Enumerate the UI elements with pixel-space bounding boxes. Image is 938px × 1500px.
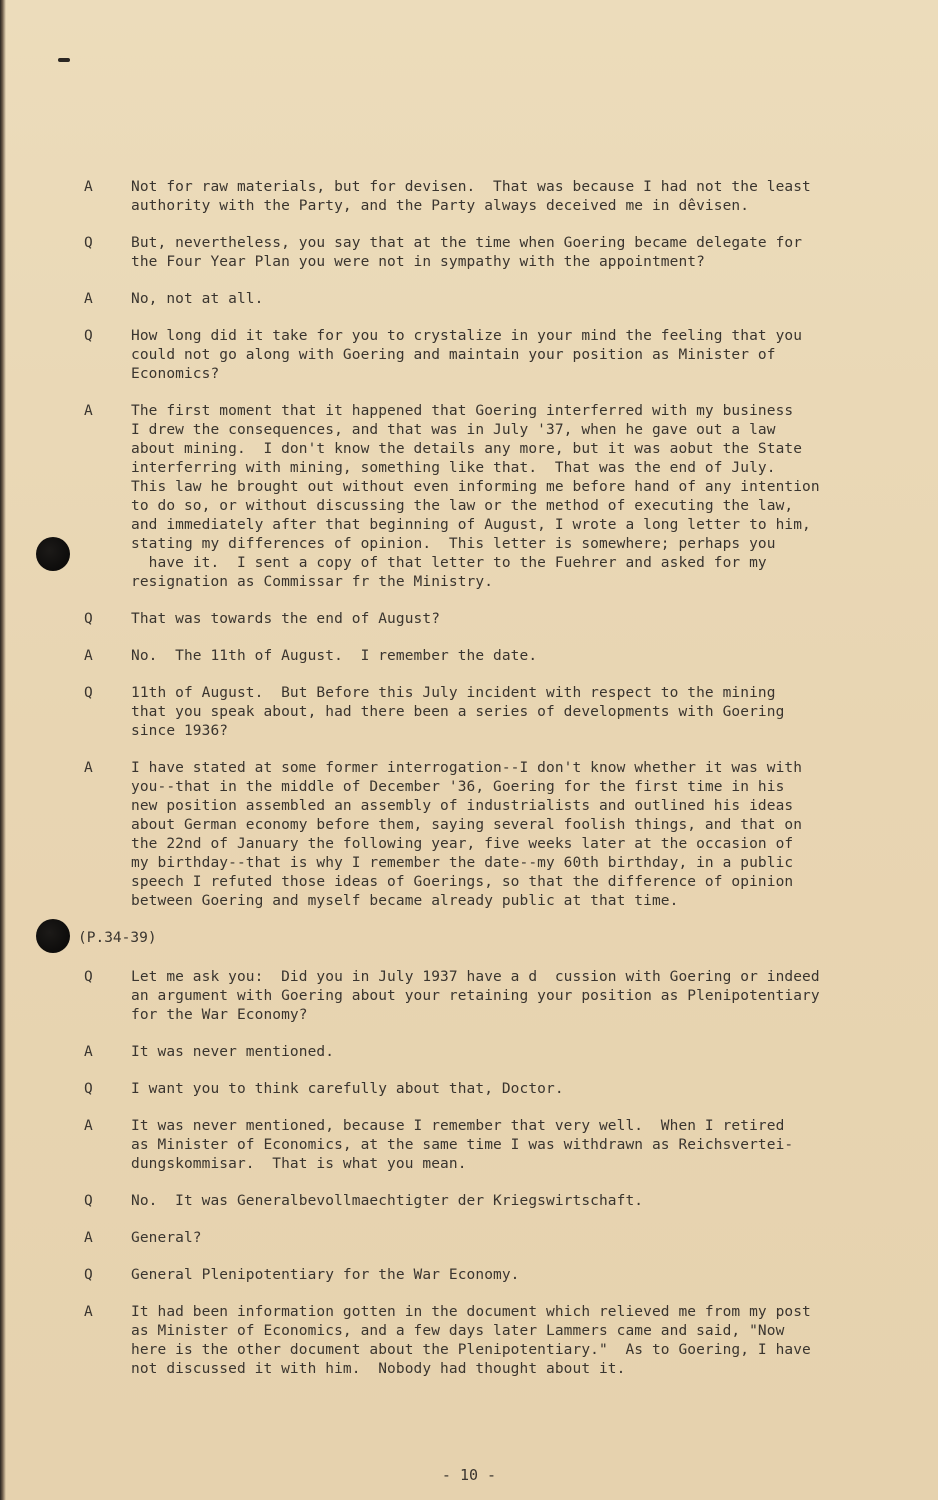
qa-entry [78, 647, 886, 666]
speaker-label: Q [84, 328, 93, 344]
qa-entry [78, 327, 886, 384]
speaker-label: A [84, 760, 93, 776]
speaker-label: Q [84, 1267, 93, 1283]
qa-entry [78, 1303, 886, 1379]
speaker-label: Q [84, 1193, 93, 1209]
speaker-label: A [84, 403, 93, 419]
qa-entry [78, 1229, 886, 1248]
speaker-label: A [84, 1304, 93, 1320]
qa-text: It was never mentioned, because I remember that very well. When I retired as Minister of Economics, at the same time I was withdrawn as Reichsvertei- dungskommisar. That is what you mean. [131, 1118, 794, 1172]
qa-entry [78, 234, 886, 272]
qa-text: The first moment that it happened that Goering interferred with my business I drew the consequences, and that was in July '37, when he gave out a law about mining. I don't know the details any more, but it was aobut the State interferring with mining, something like that. That was the end of July. This law he brought out without even informing me before hand of any intention to do so, or without discussing the law or the method of executing the law, and immediately after that beginning of August, I wrote a long letter to him, stating my differences of opinion. This letter is somewhere; perhaps you have it. I sent a copy of that letter to the Fuehrer and asked for my resignation as Commissar fr the Ministry. [131, 403, 820, 590]
qa-text: No, not at all. [131, 291, 264, 307]
qa-text: No. It was Generalbevollmaechtigter der Kriegswirtschaft. [131, 1193, 644, 1209]
qa-text: It was never mentioned. [131, 1044, 335, 1060]
speaker-label: A [84, 179, 93, 195]
qa-entry [78, 1192, 886, 1211]
ink-mark [58, 58, 70, 62]
qa-text: Not for raw materials, but for devisen. That was because I had not the least authority with the Party, and the Party always deceived me in dêvisen. [131, 179, 811, 214]
qa-entry [78, 402, 886, 592]
speaker-label: A [84, 291, 93, 307]
qa-text: No. The 11th of August. I remember the date. [131, 648, 538, 664]
qa-text: I have stated at some former interrogation--I don't know whether it was with you--that in the middle of December '36, Goering for the first time in his new position assembled an assembly of industrialists and outlined his ideas about German economy before them, saying several foolish things, and that on the 22nd of January the following year, five weeks later at the occasion of my birthday--that is why I remember the date--my 60th birthday, in a public speech I refuted those ideas of Goerings, so that the difference of opinion between Goering and myself became already public at that time. [131, 760, 803, 909]
speaker-label: Q [84, 685, 93, 701]
transcript-section-2 [78, 968, 886, 1379]
speaker-label: A [84, 1230, 93, 1246]
qa-text: General Plenipotentiary for the War Economy. [131, 1267, 520, 1283]
speaker-label: Q [84, 235, 93, 251]
qa-text: Let me ask you: Did you in July 1937 have a d cussion with Goering or indeed an argument with Goering about your retaining your position as Plenipotentiary for the War Economy? [131, 969, 820, 1023]
qa-text: I want you to think carefully about that, Doctor. [131, 1081, 564, 1097]
transcript-section-1 [78, 178, 886, 911]
speaker-label: Q [84, 969, 93, 985]
qa-text: That was towards the end of August? [131, 611, 441, 627]
qa-text: It had been information gotten in the document which relieved me from my post as Minister of Economics, and a few days later Lammers came and said, "Now here is the other document about the Plenipotentiary." As to Goering, I have not discussed it with him. Nobody had thought about it. [131, 1304, 811, 1377]
punch-hole [36, 537, 70, 571]
qa-entry [78, 684, 886, 741]
speaker-label: A [84, 1044, 93, 1060]
punch-hole [36, 919, 70, 953]
page-reference: (P.34-39) [78, 930, 157, 946]
qa-entry [78, 290, 886, 309]
qa-entry [78, 1080, 886, 1099]
qa-entry [78, 1266, 886, 1285]
qa-entry [78, 1117, 886, 1174]
transcript-body [78, 178, 886, 1397]
speaker-label: Q [84, 1081, 93, 1097]
qa-entry [78, 968, 886, 1025]
qa-text: 11th of August. But Before this July incident with respect to the mining that you speak about, had there been a series of developments with Goering since 1936? [131, 685, 785, 739]
qa-text: General? [131, 1230, 202, 1246]
speaker-label: Q [84, 611, 93, 627]
qa-entry [78, 610, 886, 629]
qa-entry [78, 759, 886, 911]
page-number: - 10 - [441, 1466, 497, 1484]
qa-entry [78, 178, 886, 216]
qa-text: But, nevertheless, you say that at the time when Goering became delegate for the Four Year Plan you were not in sympathy with the appointment? [131, 235, 803, 270]
qa-text: How long did it take for you to crystalize in your mind the feeling that you could not go along with Goering and maintain your position as Minister of Economics? [131, 328, 803, 382]
speaker-label: A [84, 1118, 93, 1134]
speaker-label: A [84, 648, 93, 664]
qa-entry [78, 1043, 886, 1062]
